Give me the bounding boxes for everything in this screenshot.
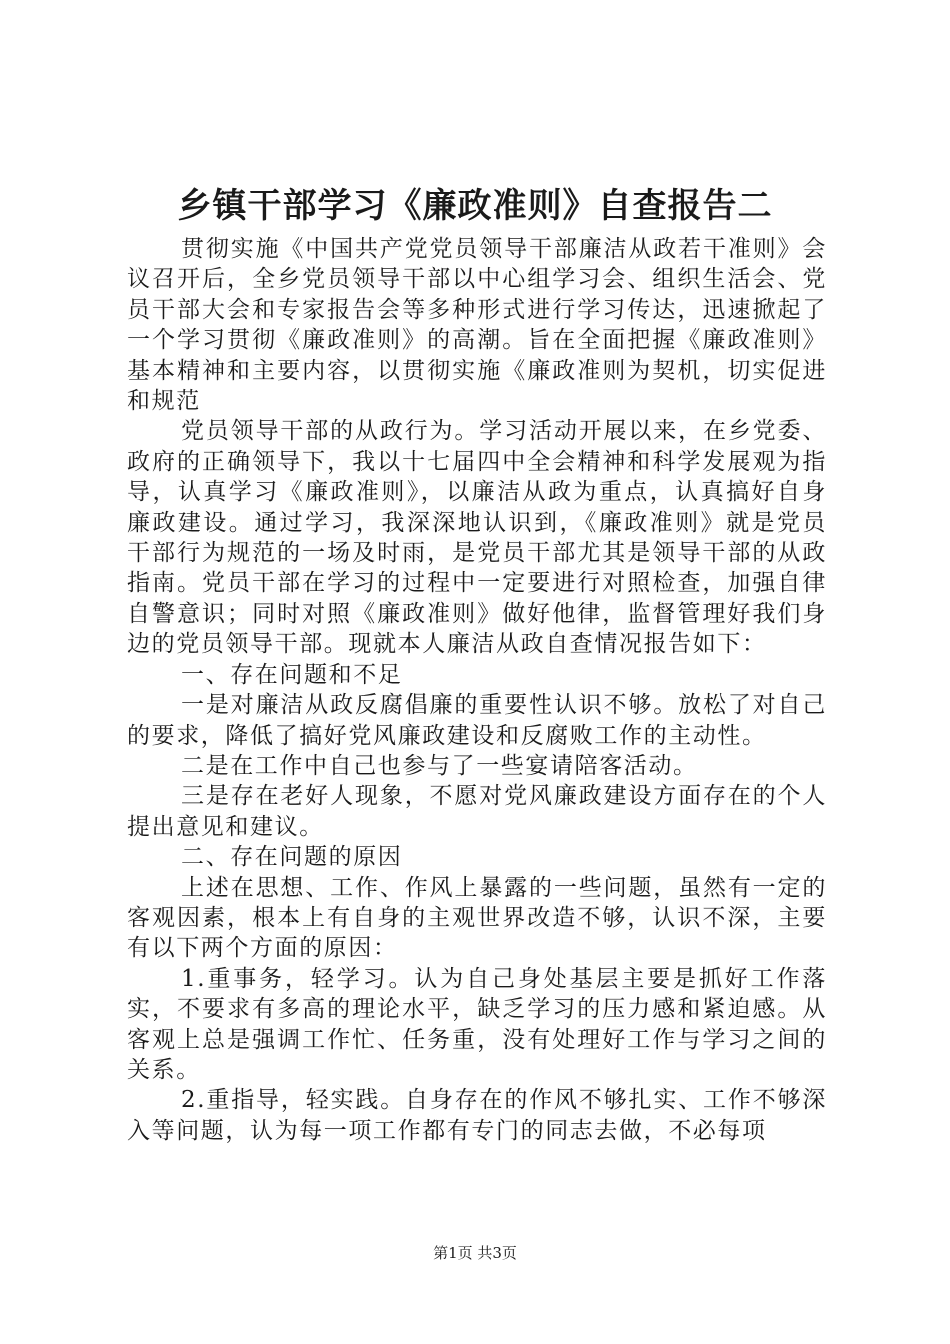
document-body <box>127 234 827 1146</box>
paragraph-problem-1: 一是对廉洁从政反腐倡廉的重要性认识不够。放松了对自己的要求，降低了搞好党风廉政建设和反腐败工作的主动性。 <box>127 692 827 749</box>
paragraph-intro: 贯彻实施《中国共产党党员领导干部廉洁从政若干准则》会议召开后，全乡党员领导干部以中心组学习会、组织生活会、党员干部大会和专家报告会等多种形式进行学习传达，迅速掀起了一个学习贯彻《廉政准则》的高潮。旨在全面把握《廉政准则》基本精神和主要内容，以贯彻实施《廉政准则为契机，切实促进和规范 <box>127 236 827 415</box>
paragraph-problem-3: 三是存在老好人现象，不愿对党风廉政建设方面存在的个人提出意见和建议。 <box>127 783 827 840</box>
paragraph-conduct: 党员领导干部的从政行为。学习活动开展以来，在乡党委、政府的正确领导下，我以十七届四中全会精神和科学发展观为指导，认真学习《廉政准则》，以廉洁从政为重点，认真搞好自身廉政建设。通过学习，我深深地认识到，《廉政准则》就是党员干部行为规范的一场及时雨，是党员干部尤其是领导干部的从政指南。党员干部在学习的过程中一定要进行对照检查，加强自律自警意识；同时对照《廉政准则》做好他律，监督管理好我们身边的党员领导干部。现就本人廉洁从政自查情况报告如下： <box>127 418 827 658</box>
page-total: 共3页 <box>477 1244 517 1262</box>
document-title: 乡镇干部学习《廉政准则》自查报告二 <box>177 186 773 226</box>
paragraph-cause-1: 1.重事务，轻学习。认为自己身处基层主要是抓好工作落实，不要求有多高的理论水平，缺乏学习的压力感和紧迫感。从客观上总是强调工作忙、任务重，没有处理好工作与学习之间的关系。 <box>127 965 827 1083</box>
paragraph-problem-2: 二是在工作中自己也参与了一些宴请陪客活动。 <box>181 752 698 779</box>
paragraph-causes-intro: 上述在思想、工作、作风上暴露的一些问题，虽然有一定的客观因素，根本上有自身的主观世界改造不够，认识不深，主要有以下两个方面的原因： <box>127 874 827 962</box>
page-footer <box>0 1243 950 1263</box>
section-heading-problems: 一、存在问题和不足 <box>181 661 403 688</box>
paragraph-cause-2: 2.重指导，轻实践。自身存在的作风不够扎实、工作不够深入等问题，认为每一项工作都有专门的同志去做，不必每项 <box>127 1087 827 1144</box>
section-heading-causes: 二、存在问题的原因 <box>181 844 403 871</box>
page-number: 第1页 <box>433 1244 473 1262</box>
